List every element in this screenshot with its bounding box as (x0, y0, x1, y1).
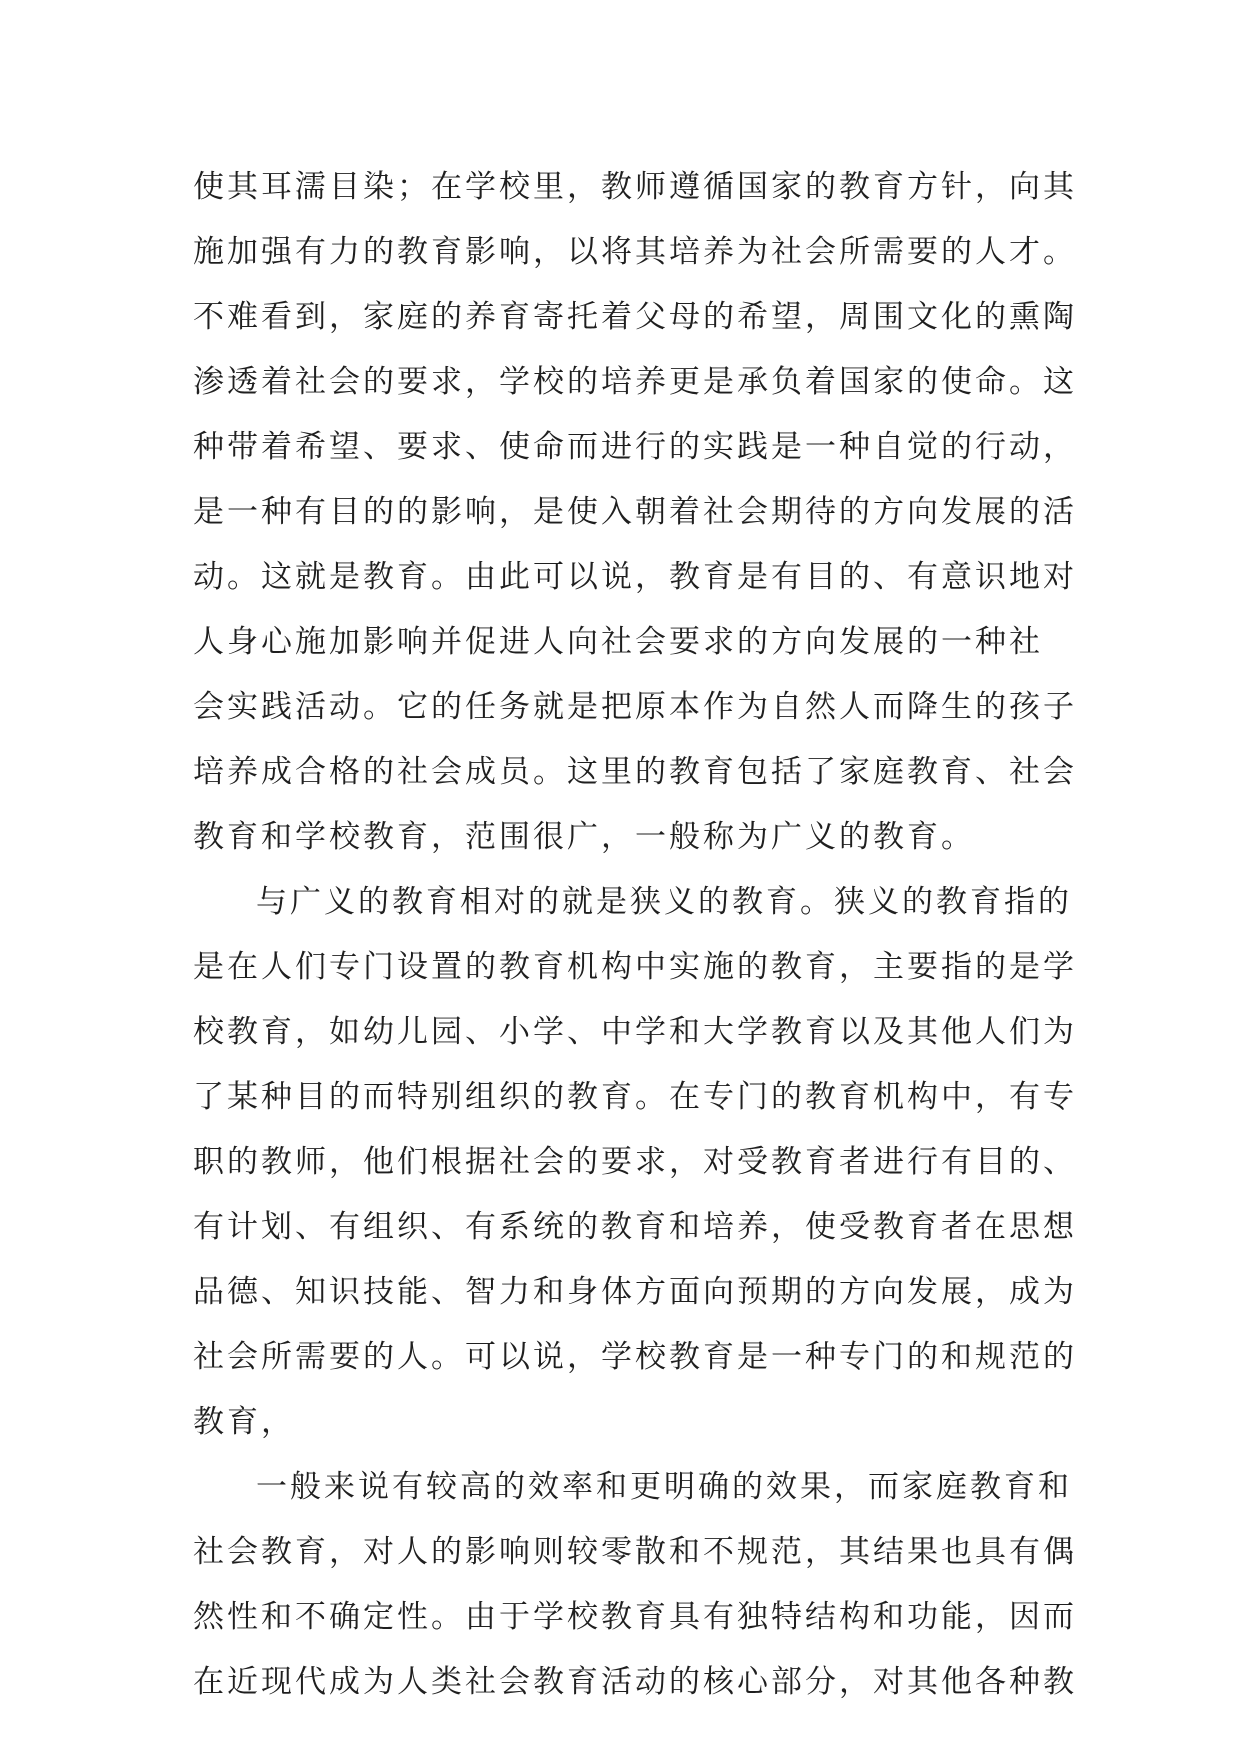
text-line: 施加强有力的教育影响，以将其培养为社会所需要的人才。 (193, 234, 1077, 270)
text-line: 了某种目的而特别组织的教育。在专门的教育机构中，有专 (193, 1079, 1077, 1115)
text-line: 然性和不确定性。由于学校教育具有独特结构和功能，因而 (193, 1599, 1077, 1635)
paragraph-first-line: 一般来说有较高的效率和更明确的效果，而家庭教育和 (256, 1469, 1072, 1505)
text-line: 是在人们专门设置的教育机构中实施的教育，主要指的是学 (193, 949, 1077, 985)
text-line: 教育， (193, 1404, 295, 1440)
text-line: 职的教师，他们根据社会的要求，对受教育者进行有目的、 (193, 1144, 1077, 1180)
text-line: 教育和学校教育，范围很广，一般称为广义的教育。 (193, 819, 975, 855)
text-line: 在近现代成为人类社会教育活动的核心部分，对其他各种教 (193, 1664, 1077, 1700)
text-line: 人身心施加影响并促进人向社会要求的方向发展的一种社 (193, 624, 1043, 660)
text-line: 动。这就是教育。由此可以说，教育是有目的、有意识地对 (193, 559, 1077, 595)
text-line: 品德、知识技能、智力和身体方面向预期的方向发展，成为 (193, 1274, 1077, 1310)
paragraph-first-line: 与广义的教育相对的就是狭义的教育。狭义的教育指的 (256, 884, 1072, 920)
text-line: 校教育，如幼儿园、小学、中学和大学教育以及其他人们为 (193, 1014, 1077, 1050)
text-line: 渗透着社会的要求，学校的培养更是承负着国家的使命。这 (193, 364, 1077, 400)
text-line: 使其耳濡目染；在学校里，教师遵循国家的教育方针，向其 (193, 169, 1077, 205)
text-line: 会实践活动。它的任务就是把原本作为自然人而降生的孩子 (193, 689, 1077, 725)
text-line: 社会所需要的人。可以说，学校教育是一种专门的和规范的 (193, 1339, 1077, 1375)
text-line: 有计划、有组织、有系统的教育和培养，使受教育者在思想 (193, 1209, 1077, 1245)
text-line: 是一种有目的的影响，是使入朝着社会期待的方向发展的活 (193, 494, 1077, 530)
text-line: 种带着希望、要求、使命而进行的实践是一种自觉的行动， (193, 429, 1077, 465)
text-line: 培养成合格的社会成员。这里的教育包括了家庭教育、社会 (193, 754, 1077, 790)
text-line: 不难看到，家庭的养育寄托着父母的希望，周围文化的熏陶 (193, 299, 1077, 335)
text-line: 社会教育，对人的影响则较零散和不规范，其结果也具有偶 (193, 1534, 1077, 1570)
